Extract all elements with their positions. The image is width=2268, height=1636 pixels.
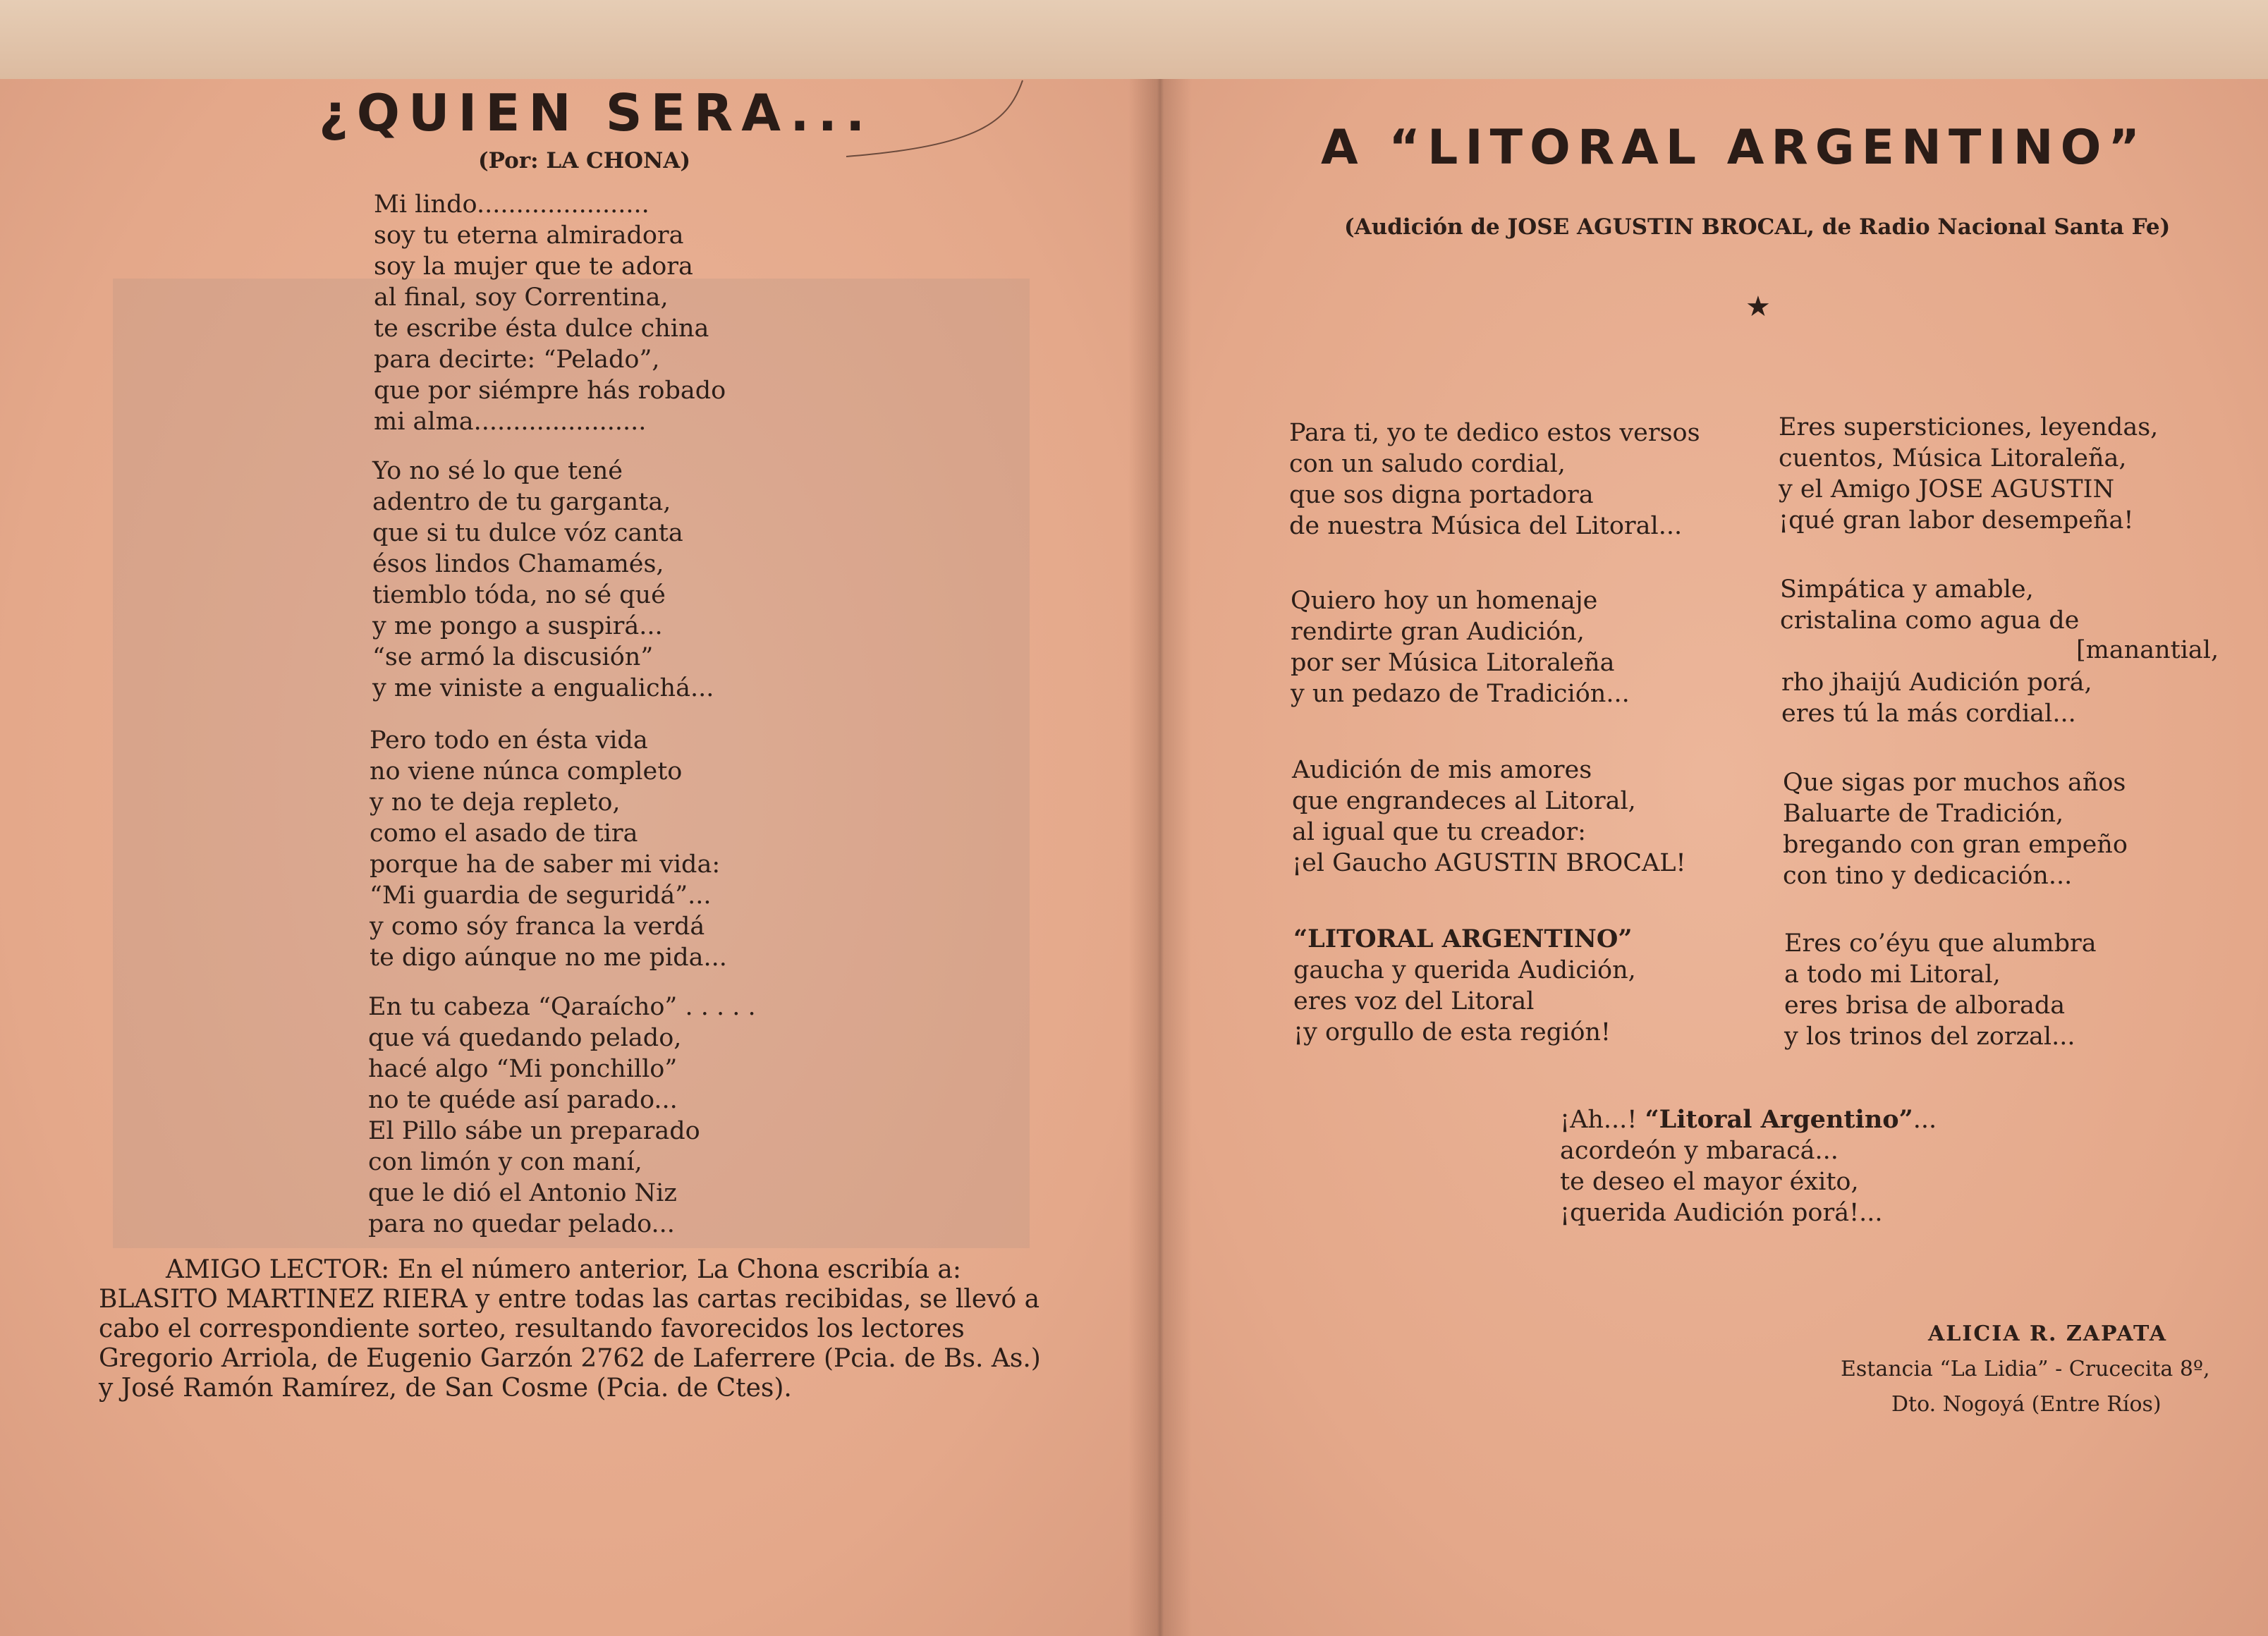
poem-line: El Pillo sábe un preparado — [368, 1117, 700, 1145]
poem-line: eres voz del Litoral — [1293, 987, 1535, 1015]
poem-line: con un saludo cordial, — [1289, 450, 1566, 478]
poem-line: que si tu dulce vóz canta — [372, 519, 683, 547]
poem-line: a todo mi Litoral, — [1784, 960, 2001, 989]
poem-line: ésos lindos Chamamés, — [372, 550, 664, 578]
poem-line: cuentos, Música Litoraleña, — [1779, 444, 2127, 472]
book-gutter — [1128, 79, 1192, 1636]
poem-line: mi alma...................... — [374, 408, 647, 436]
poem-line: “Mi guardia de seguridá”... — [370, 881, 712, 910]
poem-line: gaucha y querida Audición, — [1293, 956, 1636, 984]
poem-line: rendirte gran Audición, — [1291, 618, 1585, 646]
poem-line: ¡querida Audición porá!... — [1560, 1199, 1883, 1227]
poem-line: con limón y con maní, — [368, 1148, 642, 1176]
poem-line: como el asado de tira — [370, 819, 638, 848]
poem-line: y no te deja repleto, — [370, 788, 621, 817]
poem-line: ¡qué gran labor desempeña! — [1779, 506, 2134, 535]
poem-line: y los trinos del zorzal... — [1784, 1022, 2075, 1051]
poem-line: Baluarte de Tradición, — [1783, 800, 2064, 828]
left-title: ¿QUIEN SERA... — [319, 83, 874, 142]
poem-line: eres tú la más cordial... — [1781, 700, 2076, 728]
poem-line: para decirte: “Pelado”, — [374, 346, 660, 374]
author-address-line2: Dto. Nogoyá (Entre Ríos) — [1891, 1392, 2162, 1417]
poem-line: Mi lindo...................... — [374, 190, 650, 219]
poem-line: Pero todo en ésta vida — [370, 726, 648, 755]
right-title: A “LITORAL ARGENTINO” — [1321, 120, 2147, 176]
poem-line: bregando con gran empeño — [1783, 831, 2128, 859]
poem-line: Eres supersticiones, leyendas, — [1779, 413, 2159, 441]
poem-line: y el Amigo JOSE AGUSTIN — [1779, 475, 2115, 503]
poem-line: “se armó la discusión” — [372, 643, 654, 671]
poem-line: para no quedar pelado... — [368, 1210, 675, 1238]
poem-line: ¡y orgullo de esta región! — [1293, 1018, 1611, 1046]
star-icon: ★ — [1745, 291, 1771, 323]
reader-note: AMIGO LECTOR: En el número anterior, La Chona escribía a: BLASITO MARTINEZ RIERA y entre todas las cartas recibidas, se llevó a cabo el correspondiente sorteo, resultando favorecidos los lectores Gregorio Arriola, de Eugenio Garzón 2762 de Laferrere (Pcia. de Bs. As.) y José Ramón Ramírez, de San Cosme (Pcia. de Ctes). — [99, 1255, 1041, 1403]
poem-line: te digo aúnque no me pida... — [370, 944, 727, 972]
poem-line: no te quéde así parado... — [368, 1086, 678, 1114]
poem-line: Para ti, yo te dedico estos versos — [1289, 419, 1700, 447]
poem-line: y como sóy franca la verdá — [370, 912, 705, 941]
poem-line: y me viniste a engualichá... — [372, 674, 714, 702]
poem-line — [1560, 1104, 1937, 1135]
poem-line: hacé algo “Mi ponchillo” — [368, 1055, 678, 1083]
poem-line: te escribe ésta dulce china — [374, 315, 709, 343]
poem-line: Quiero hoy un homenaje — [1291, 587, 1598, 615]
poem-line: soy tu eterna almiradora — [374, 221, 684, 250]
poem-line: porque ha de saber mi vida: — [370, 850, 721, 879]
poem-line: Audición de mis amores — [1292, 756, 1592, 784]
poem-line: En tu cabeza “Qaraícho” . . . . . — [368, 993, 756, 1021]
poem-line: al igual que tu creador: — [1292, 818, 1586, 846]
left-byline: (Por: LA CHONA) — [478, 148, 691, 173]
poem-line: ¡el Gaucho AGUSTIN BROCAL! — [1292, 849, 1686, 877]
author-name: ALICIA R. ZAPATA — [1928, 1321, 2168, 1346]
author-address-line1: Estancia “La Lidia” - Crucecita 8º, — [1841, 1357, 2210, 1381]
poem-line: al final, soy Correntina, — [374, 283, 669, 312]
poem-line: y un pedazo de Tradición... — [1291, 680, 1630, 708]
poem-line: Simpática y amable, — [1780, 575, 2034, 604]
poem-line: acordeón y mbaracá... — [1560, 1137, 1839, 1165]
poem-line: tiemblo tóda, no sé qué — [372, 581, 666, 609]
poem-line: que vá quedando pelado, — [368, 1024, 682, 1052]
poem-line: de nuestra Música del Litoral... — [1289, 512, 1683, 540]
poem-line: con tino y dedicación... — [1783, 862, 2073, 890]
poem-line: que por siémpre hás robado — [374, 377, 726, 405]
poem-line: y me pongo a suspirá... — [372, 612, 663, 640]
poem-line: soy la mujer que te adora — [374, 252, 693, 281]
poem-line: Que sigas por muchos años — [1783, 769, 2126, 797]
right-subtitle: (Audición de JOSE AGUSTIN BROCAL, de Radio Nacional Santa Fe) — [1344, 214, 2171, 240]
poem-line: te deseo el mayor éxito, — [1560, 1168, 1859, 1196]
poem-line: que sos digna portadora — [1289, 481, 1594, 509]
scan-background — [0, 0, 2268, 79]
poem-line: que le dió el Antonio Niz — [368, 1179, 677, 1207]
closing-ellipsis: ... — [1913, 1106, 1937, 1134]
poem-line: que engrandeces al Litoral, — [1292, 787, 1636, 815]
closing-title: “Litoral Argentino” — [1645, 1105, 1913, 1134]
poem-line: [manantial, — [2076, 636, 2219, 664]
poem-line: eres brisa de alborada — [1784, 991, 2066, 1020]
closing-exclamation: ¡Ah...! — [1560, 1106, 1645, 1134]
poem-line: no viene núnca completo — [370, 757, 683, 786]
poem-line: Eres co’éyu que alumbra — [1784, 929, 2097, 958]
poem-line: Yo no sé lo que tené — [372, 457, 623, 485]
poem-line: rho jhaijú Audición porá, — [1781, 669, 2092, 697]
poem-line: “LITORAL ARGENTINO” — [1293, 924, 1633, 953]
poem-line: cristalina como agua de — [1780, 606, 2080, 635]
poem-line: adentro de tu garganta, — [372, 488, 671, 516]
poem-line: por ser Música Litoraleña — [1291, 649, 1615, 677]
